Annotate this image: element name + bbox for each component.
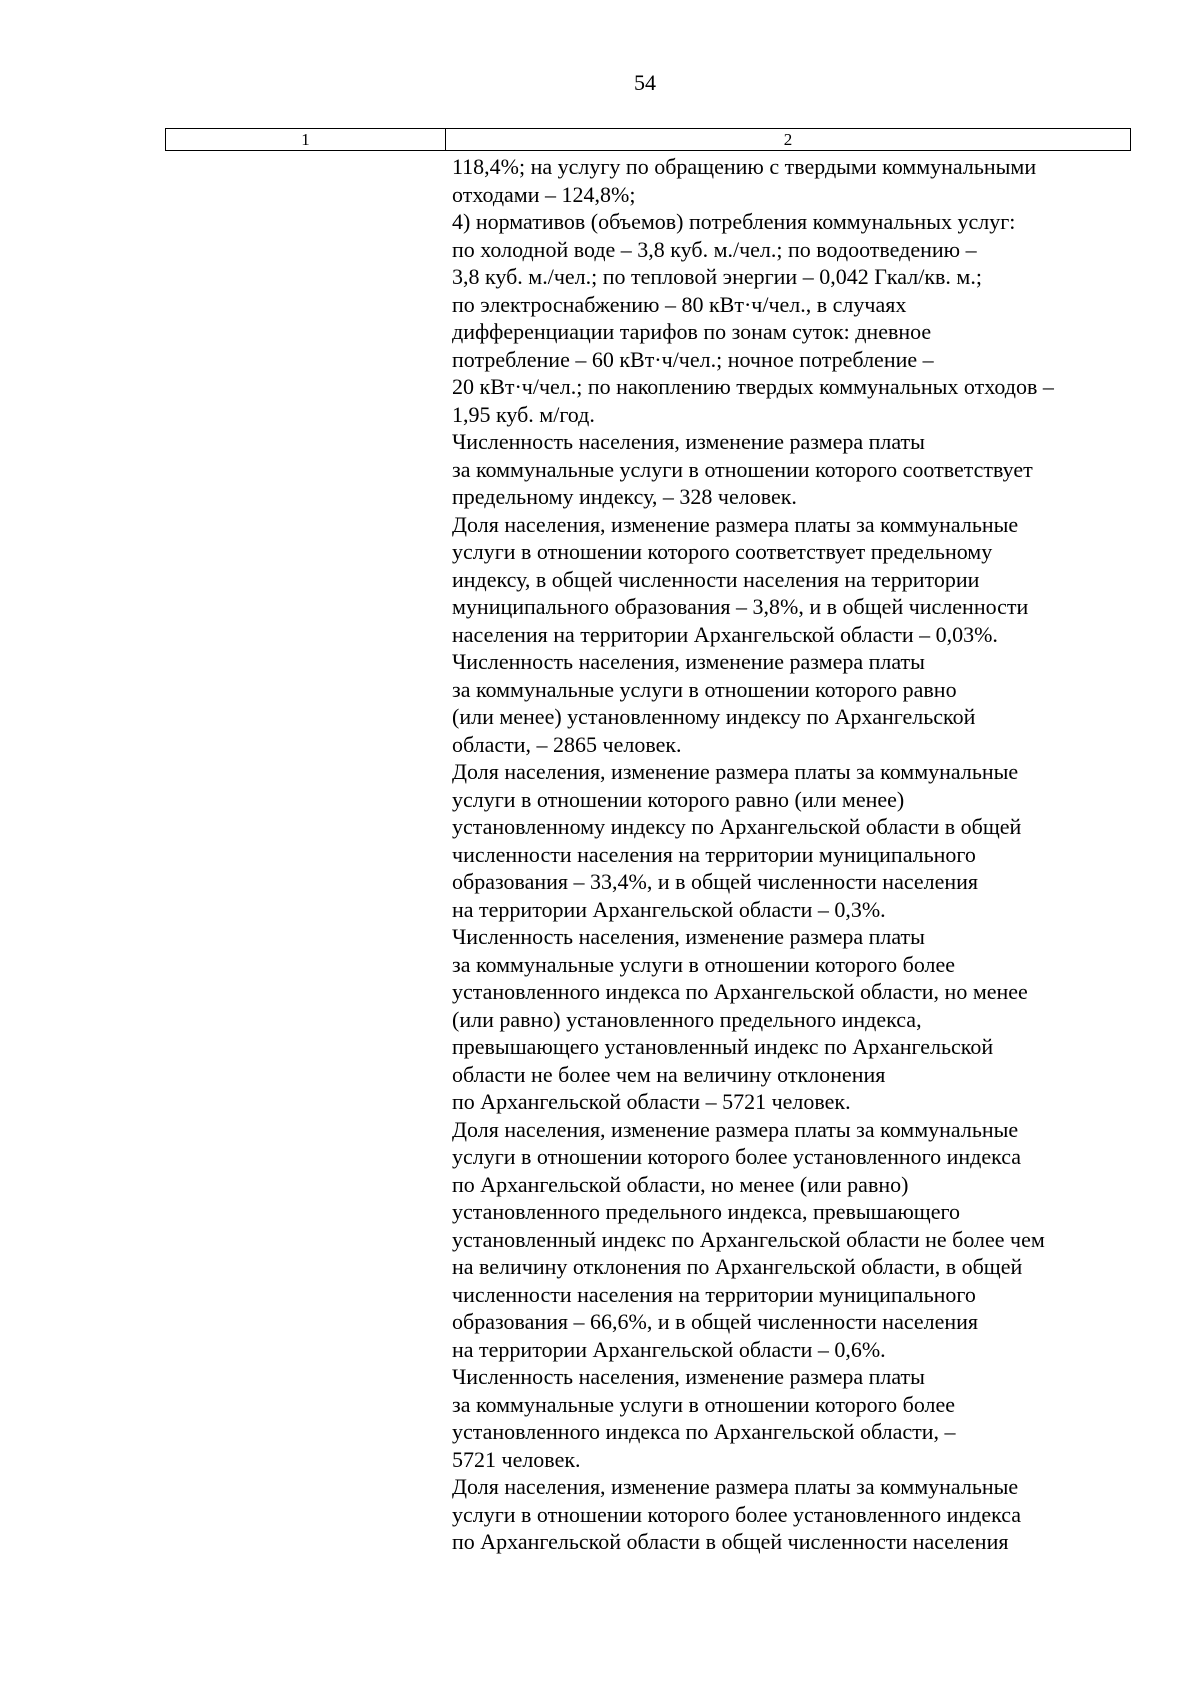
text-line: на территории Архангельской области – 0,6%. bbox=[452, 1336, 886, 1362]
text-line: Численность населения, изменение размера платы bbox=[452, 1364, 925, 1389]
text-line: установленного индекса по Архангельской области, – bbox=[452, 1419, 956, 1444]
text-line: населения на территории Архангельской области – 0,03%. bbox=[452, 621, 998, 647]
text-line: установленный индекс по Архангельской области не более чем bbox=[452, 1226, 1045, 1252]
text-line: установленного предельного индекса, превышающего bbox=[452, 1199, 960, 1224]
text-line: за коммунальные услуги в отношении которого более bbox=[452, 951, 956, 977]
text-line: Доля населения, изменение размера платы за коммунальные bbox=[452, 511, 1019, 537]
text-line: за коммунальные услуги в отношении которого более bbox=[452, 1391, 956, 1417]
document-body bbox=[452, 153, 1142, 1556]
text-line: по Архангельской области – 5721 человек. bbox=[452, 1089, 851, 1114]
page-number: 54 bbox=[634, 70, 656, 95]
text-line: установленного индекса по Архангельской области, но менее bbox=[452, 979, 1028, 1004]
text-line: Численность населения, изменение размера платы bbox=[452, 924, 925, 949]
text-line: за коммунальные услуги в отношении которого равно bbox=[452, 676, 957, 702]
text-line: 20 кВт·ч/чел.; по накоплению твердых коммунальных отходов – bbox=[452, 374, 1054, 399]
text-line: 4) нормативов (объемов) потребления коммунальных услуг: bbox=[452, 209, 1016, 234]
text-line: на величину отклонения по Архангельской области, в общей bbox=[452, 1254, 1023, 1279]
column-header-1: 1 bbox=[166, 129, 446, 150]
text-line: области, – 2865 человек. bbox=[452, 731, 682, 757]
text-line: по Архангельской области в общей численности населения bbox=[452, 1529, 1009, 1554]
text-line: услуги в отношении которого более установленного индекса bbox=[452, 1144, 1022, 1169]
text-line: муниципального образования – 3,8%, и в общей численности bbox=[452, 594, 1029, 619]
text-line: 5721 человек. bbox=[452, 1446, 581, 1472]
text-line: Доля населения, изменение размера платы за коммунальные bbox=[452, 759, 1019, 784]
text-line: отходами – 124,8%; bbox=[452, 181, 636, 207]
text-line: по Архангельской области, но менее (или равно) bbox=[452, 1171, 909, 1197]
text-line: образования – 66,6%, и в общей численности населения bbox=[452, 1309, 979, 1334]
text-line: по холодной воде – 3,8 куб. м./чел.; по водоотведению – bbox=[452, 236, 977, 262]
text-line: на территории Архангельской области – 0,3%. bbox=[452, 896, 886, 922]
text-line: численности населения на территории муниципального bbox=[452, 1281, 976, 1307]
text-line: за коммунальные услуги в отношении которого соответствует bbox=[452, 456, 1033, 482]
text-line: области не более чем на величину отклонения bbox=[452, 1061, 886, 1087]
text-line: дифференциации тарифов по зонам суток: дневное bbox=[452, 319, 932, 344]
text-line: потребление – 60 кВт·ч/чел.; ночное потребление – bbox=[452, 346, 934, 372]
text-line: (или менее) установленному индексу по Архангельской bbox=[452, 704, 976, 729]
text-line: Численность населения, изменение размера платы bbox=[452, 429, 925, 454]
text-line: 118,4%; на услугу по обращению с твердыми коммунальными bbox=[452, 154, 1037, 179]
text-line: образования – 33,4%, и в общей численности населения bbox=[452, 869, 979, 894]
text-line: установленному индексу по Архангельской области в общей bbox=[452, 814, 1022, 839]
table-header-row bbox=[165, 128, 1131, 151]
text-line: Доля населения, изменение размера платы за коммунальные bbox=[452, 1474, 1019, 1499]
text-line: предельному индексу, – 328 человек. bbox=[452, 484, 797, 509]
text-line: по электроснабжению – 80 кВт·ч/чел., в случаях bbox=[452, 291, 907, 317]
text-line: индексу, в общей численности населения на территории bbox=[452, 566, 980, 592]
column-header-2: 2 bbox=[783, 130, 793, 149]
text-line: 1,95 куб. м/год. bbox=[452, 401, 595, 427]
text-line: 3,8 куб. м./чел.; по тепловой энергии – 0,042 Гкал/кв. м.; bbox=[452, 264, 982, 289]
text-line: (или равно) установленного предельного индекса, bbox=[452, 1006, 922, 1032]
text-line: услуги в отношении которого равно (или менее) bbox=[452, 786, 905, 812]
text-line: услуги в отношении которого более установленного индекса bbox=[452, 1501, 1022, 1527]
text-line: превышающего установленный индекс по Архангельской bbox=[452, 1034, 994, 1059]
text-line: Численность населения, изменение размера платы bbox=[452, 649, 925, 674]
text-line: численности населения на территории муниципального bbox=[452, 841, 976, 867]
text-line: услуги в отношении которого соответствует предельному bbox=[452, 539, 993, 564]
text-line: Доля населения, изменение размера платы за коммунальные bbox=[452, 1116, 1019, 1142]
